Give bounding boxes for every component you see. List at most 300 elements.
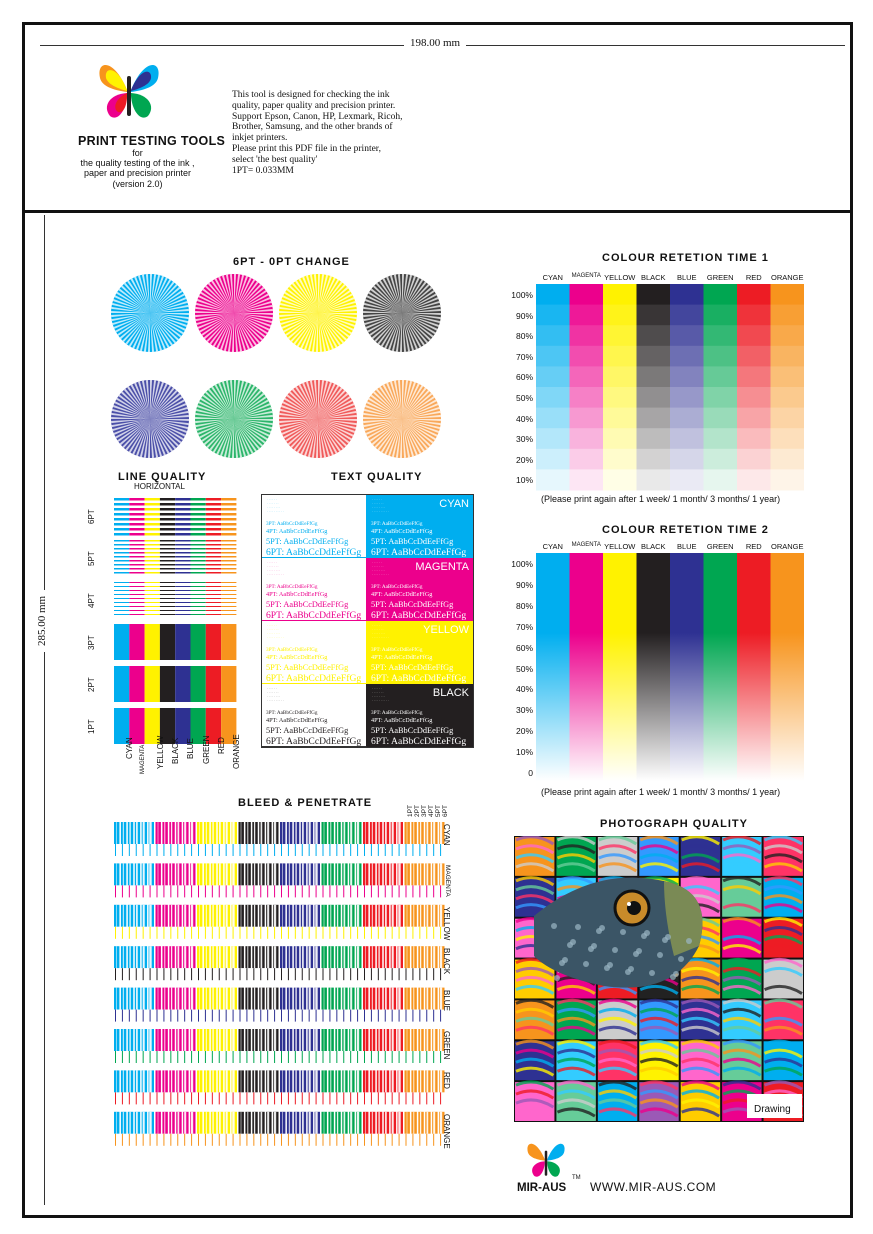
bleed-gap — [302, 1070, 304, 1092]
bleed-line — [426, 1134, 427, 1146]
line-stroke-red — [206, 598, 221, 599]
footer-website[interactable]: WWW.MIR-AUS.COM — [590, 1180, 717, 1194]
line-stroke-red — [206, 508, 221, 511]
bleed-gap — [398, 822, 400, 844]
line-stroke-blue — [175, 513, 190, 516]
retention-cell-orange — [771, 284, 805, 305]
line-stroke-yellow — [145, 552, 160, 554]
bleed-gap — [289, 1070, 290, 1092]
line-stroke-cyan — [114, 508, 129, 511]
lizard-scale — [620, 929, 626, 935]
bleed-ground — [196, 927, 238, 937]
retention-cell-yellow — [603, 346, 637, 367]
bleed-gap — [116, 1029, 117, 1051]
bleed-gap — [289, 988, 290, 1010]
bleed-gap — [184, 863, 186, 885]
retention-gradient-green — [704, 553, 738, 781]
bleed-gap — [184, 905, 186, 927]
bleed-gap — [309, 946, 311, 968]
bleed-ground — [321, 1010, 363, 1020]
bleed-line — [267, 1051, 268, 1063]
bleed-line — [198, 1092, 199, 1104]
bleed-line — [281, 968, 282, 980]
line-quality-chart — [85, 490, 245, 760]
bleed-line — [343, 1051, 344, 1063]
bleed-gap — [158, 1029, 159, 1051]
line-stroke-green — [191, 513, 206, 516]
line-stroke-black — [160, 606, 175, 607]
line-stroke-blue — [175, 614, 190, 615]
line-stroke-blue — [175, 556, 190, 558]
bleed-gap — [123, 822, 124, 844]
bleed-gap — [206, 1029, 207, 1051]
bleed-ground — [113, 844, 155, 854]
bleed-gap — [116, 988, 117, 1010]
bleed-gap — [372, 905, 373, 927]
bleed-line — [170, 1051, 171, 1063]
photo-title: PHOTOGRAPH QUALITY — [600, 818, 748, 830]
bleed-ground — [362, 1134, 404, 1144]
bleed-gap — [232, 1112, 234, 1134]
bleed-gap — [136, 905, 138, 927]
retention-cell-magenta — [570, 305, 604, 326]
bleed-line — [198, 1134, 199, 1146]
retention-row-label: 70% — [515, 351, 533, 362]
retention2-chart — [536, 553, 806, 783]
bleed-gap — [302, 863, 304, 885]
bleed-gap — [413, 822, 414, 844]
bleed-line — [406, 1134, 407, 1146]
bleed-line — [122, 968, 123, 980]
bleed-gap — [378, 905, 379, 927]
bleed-line — [364, 885, 365, 897]
bleed-line — [329, 1134, 330, 1146]
bleed-line — [143, 1010, 144, 1022]
height-dimension-line — [44, 215, 45, 1205]
bleed-gap — [295, 1070, 296, 1092]
bleed-line — [419, 968, 420, 980]
bleed-line — [136, 927, 137, 939]
bleed-line — [302, 1092, 303, 1104]
text-block-yellow-right — [367, 621, 473, 684]
bleed-gap — [420, 988, 421, 1010]
radial-circle-magenta — [195, 274, 273, 352]
bleed-line — [316, 885, 317, 897]
bleed-line — [364, 1134, 365, 1146]
lizard-scale — [657, 952, 663, 958]
line-stroke-red — [206, 610, 221, 611]
line-stroke-orange — [221, 564, 236, 566]
bleed-gap — [274, 988, 276, 1010]
bleed-gap — [206, 946, 207, 968]
retention-row-label: 80% — [515, 331, 533, 342]
bleed-gap — [385, 1112, 387, 1134]
bleed-line — [212, 885, 213, 897]
retention-cell-orange — [771, 325, 805, 346]
line-stroke-black — [160, 568, 175, 570]
lizard-scale — [612, 947, 618, 953]
bleed-gap — [136, 822, 138, 844]
retention-row-label: 50% — [515, 663, 533, 674]
retention-cell-cyan — [536, 284, 570, 305]
bleed-gap — [206, 1070, 207, 1092]
bleed-line — [364, 927, 365, 939]
bleed-gap — [171, 822, 172, 844]
line-stroke-magenta — [129, 568, 144, 570]
bleed-line — [157, 1134, 158, 1146]
bleed-gap — [226, 1112, 228, 1134]
line-col-label: BLUE — [186, 737, 196, 759]
line-stroke-yellow — [145, 590, 160, 591]
bleed-gap — [282, 905, 283, 927]
retention-cell-blue — [670, 428, 704, 449]
bleed-line — [163, 844, 164, 856]
bleed-gap — [330, 1112, 331, 1134]
bleed-gap — [136, 988, 138, 1010]
line-stroke-magenta — [129, 590, 144, 591]
retention2-title: COLOUR RETETION TIME 2 — [602, 524, 769, 536]
text-sample-line: 6PT: AaBbCcDdEeFfGg — [371, 736, 467, 747]
line-stroke-orange — [221, 503, 236, 506]
line-stroke-black — [160, 528, 175, 531]
bleed-gap — [407, 946, 408, 968]
bleed-gap — [357, 946, 359, 968]
bleed-gap — [171, 863, 172, 885]
retention-col-label: YELLOW — [604, 542, 636, 551]
bleed-ground — [321, 968, 363, 978]
line-block-blue — [175, 624, 190, 660]
line-block-red — [206, 624, 221, 660]
line-stroke-yellow — [145, 610, 160, 611]
bleed-line — [253, 1092, 254, 1104]
bleed-line — [350, 844, 351, 856]
bleed-line — [440, 1092, 441, 1104]
bleed-line — [295, 1010, 296, 1022]
bleed-line — [219, 1051, 220, 1063]
bleed-gap — [241, 905, 242, 927]
bleed-gap — [212, 946, 213, 968]
bleed-gap — [158, 905, 159, 927]
text-sample-line: 6PT: AaBbCcDdEeFfGg — [371, 610, 467, 621]
bleed-line — [343, 968, 344, 980]
bleed-gap — [247, 1112, 248, 1134]
bleed-gap — [337, 988, 338, 1010]
bleed-line — [184, 1010, 185, 1022]
lizard-scale — [686, 938, 692, 944]
photo-tile — [722, 837, 761, 876]
line-stroke-cyan — [114, 614, 129, 615]
bleed-gap — [116, 1070, 117, 1092]
bleed-pt-label: 1PT — [407, 805, 414, 817]
bleed-gap — [184, 1112, 186, 1134]
bleed-line — [309, 844, 310, 856]
retention-gradient-blue — [670, 553, 704, 781]
bleed-gap — [372, 1070, 373, 1092]
bleed-gap — [315, 905, 317, 927]
bleed-gap — [136, 1029, 138, 1051]
retention-cell-green — [704, 428, 738, 449]
line-stroke-green — [191, 564, 206, 566]
retention-cell-blue — [670, 366, 704, 387]
line-stroke-orange — [221, 523, 236, 526]
bleed-gap — [330, 822, 331, 844]
bleed-gap — [315, 946, 317, 968]
line-stroke-green — [191, 552, 206, 554]
bleed-line — [412, 927, 413, 939]
photo-tile — [639, 1041, 678, 1080]
retention-cell-cyan — [536, 428, 570, 449]
retention-row-label: 70% — [515, 621, 533, 632]
bleed-line — [392, 927, 393, 939]
footer-tm: TM — [572, 1175, 581, 1181]
bleed-gap — [247, 1070, 248, 1092]
bleed-line — [267, 1134, 268, 1146]
bleed-gap — [267, 988, 269, 1010]
bleed-line — [253, 1134, 254, 1146]
bleed-ground — [321, 885, 363, 895]
retention-col-label: BLACK — [640, 273, 666, 282]
bleed-line — [226, 1051, 227, 1063]
retention-cell-orange — [771, 469, 805, 490]
retention-row-label: 20% — [515, 726, 533, 737]
bleed-gap — [372, 863, 373, 885]
photo-tile — [639, 1000, 678, 1039]
retention-cell-red — [737, 408, 771, 429]
bleed-gap — [392, 1029, 394, 1051]
line-stroke-cyan — [114, 540, 129, 542]
bleed-gap — [158, 822, 159, 844]
bleed-line — [295, 968, 296, 980]
bleed-line — [157, 1092, 158, 1104]
bleed-line — [426, 1051, 427, 1063]
bleed-line — [253, 1010, 254, 1022]
bleed-line — [198, 968, 199, 980]
bleed-gap — [129, 1112, 130, 1134]
retention-row-label: 40% — [515, 413, 533, 424]
bleed-gap — [226, 1070, 228, 1092]
bleed-gap — [247, 905, 248, 927]
bleed-gap — [433, 1070, 435, 1092]
bleed-gap — [324, 1029, 325, 1051]
bleed-ground — [279, 1010, 321, 1020]
line-stroke-green — [191, 498, 206, 501]
bleed-gap — [212, 988, 213, 1010]
bleed-gap — [219, 822, 221, 844]
radial-circle-blue — [111, 380, 189, 458]
bleed-gap — [267, 1112, 269, 1134]
bleed-line — [426, 885, 427, 897]
bleed-line — [440, 1010, 441, 1022]
line-stroke-cyan — [114, 568, 129, 570]
photo-tile — [681, 837, 720, 876]
bleed-line — [274, 1051, 275, 1063]
line-col-label: BLACK — [170, 737, 180, 764]
text-sample-line: 3PT: AaBbCcDdEeFfGg — [266, 584, 318, 590]
bleed-line — [433, 1092, 434, 1104]
bleed-line — [191, 1092, 192, 1104]
bleed-gap — [315, 1070, 317, 1092]
bleed-gap — [261, 1029, 263, 1051]
line-stroke-yellow — [145, 498, 160, 501]
bleed-line — [233, 968, 234, 980]
bleed-line — [150, 885, 151, 897]
bleed-gap — [295, 946, 296, 968]
bleed-line — [274, 885, 275, 897]
bleed-gap — [206, 988, 207, 1010]
bleed-gap — [274, 1070, 276, 1092]
bleed-ground — [404, 1051, 446, 1061]
bleed-line — [419, 1051, 420, 1063]
photo-tile — [681, 959, 720, 998]
retention-cell-yellow — [603, 408, 637, 429]
line-block-cyan — [114, 666, 129, 702]
bleed-line — [323, 1051, 324, 1063]
bleed-gap — [149, 946, 151, 968]
bleed-gap — [309, 905, 311, 927]
bleed-line — [309, 1051, 310, 1063]
bleed-gap — [149, 822, 151, 844]
bleed-row-label: ORANGE — [442, 1113, 451, 1149]
retention-cell-cyan — [536, 366, 570, 387]
line-stroke-yellow — [145, 606, 160, 607]
bleed-gap — [427, 1029, 429, 1051]
retention-cell-yellow — [603, 284, 637, 305]
bleed-ground — [196, 1092, 238, 1102]
line-stroke-cyan — [114, 598, 129, 599]
line-stroke-cyan — [114, 564, 129, 566]
photo-tile — [764, 959, 803, 998]
bleed-line — [115, 844, 116, 856]
lizard-scale — [570, 939, 576, 945]
bleed-line — [378, 1051, 379, 1063]
photo-tile — [598, 837, 637, 876]
bleed-line — [392, 1010, 393, 1022]
retention-cell-magenta — [570, 325, 604, 346]
bleed-ground — [279, 968, 321, 978]
bleed-gap — [398, 946, 400, 968]
bleed-line — [274, 1010, 275, 1022]
bleed-gap — [365, 946, 366, 968]
bleed-line — [316, 844, 317, 856]
bleed-gap — [241, 1070, 242, 1092]
bleed-line — [246, 885, 247, 897]
line-stroke-magenta — [129, 572, 144, 574]
bleed-gap — [344, 863, 346, 885]
bleed-gap — [344, 1070, 346, 1092]
lizard-scale — [583, 961, 589, 967]
line-stroke-blue — [175, 528, 190, 531]
bleed-gap — [365, 822, 366, 844]
line-stroke-orange — [221, 544, 236, 546]
lizard-scale — [554, 975, 560, 981]
bleed-line — [392, 1092, 393, 1104]
bleed-gap — [123, 1029, 124, 1051]
bleed-line — [329, 1010, 330, 1022]
bleed-ground — [321, 1134, 363, 1144]
line-stroke-magenta — [129, 528, 144, 531]
retention-cell-black — [637, 325, 671, 346]
photo-tile — [515, 1041, 554, 1080]
bleed-ground — [113, 1092, 155, 1102]
bleed-gap — [392, 946, 394, 968]
line-block-magenta — [129, 666, 144, 702]
bleed-gap — [302, 988, 304, 1010]
bleed-ground — [238, 885, 280, 895]
bleed-line — [295, 1134, 296, 1146]
bleed-line — [336, 844, 337, 856]
bleed-line — [288, 1134, 289, 1146]
line-stroke-orange — [221, 548, 236, 550]
bleed-gap — [247, 988, 248, 1010]
line-stroke-black — [160, 533, 175, 536]
line-stroke-blue — [175, 590, 190, 591]
line-stroke-orange — [221, 556, 236, 558]
line-stroke-magenta — [129, 548, 144, 550]
line-row-label: 1PT — [87, 719, 96, 734]
text-sample-line: 4PT: AaBbCcDdEeFfGg — [266, 654, 328, 661]
bleed-row-label: CYAN — [442, 824, 451, 846]
bleed-gap — [315, 1029, 317, 1051]
bleed-line — [205, 1051, 206, 1063]
bleed-ground — [279, 885, 321, 895]
retention-cell-blue — [670, 346, 704, 367]
bleed-line — [253, 927, 254, 939]
bleed-gap — [143, 1112, 145, 1134]
line-stroke-blue — [175, 498, 190, 501]
line-stroke-red — [206, 552, 221, 554]
bleed-gap — [226, 946, 228, 968]
bleed-line — [385, 968, 386, 980]
line-stroke-red — [206, 590, 221, 591]
bleed-gap — [212, 863, 213, 885]
bleed-gap — [365, 1070, 366, 1092]
bleed-gap — [143, 863, 145, 885]
lizard-scale — [562, 957, 568, 963]
bleed-gap — [295, 1112, 296, 1134]
bleed-line — [226, 968, 227, 980]
retention-row-label: 10% — [515, 747, 533, 758]
bleed-ground — [238, 1051, 280, 1061]
line-stroke-black — [160, 498, 175, 501]
line-stroke-red — [206, 564, 221, 566]
tiny-lines: · · · · · · · · · · · · · · · · · · · · · · · · · · · · · · · — [267, 687, 284, 703]
bleed-ground — [155, 1092, 197, 1102]
bleed-gap — [199, 822, 200, 844]
line-col-label: MAGENTA — [140, 745, 147, 775]
line-stroke-black — [160, 560, 175, 562]
line-stroke-black — [160, 548, 175, 550]
bleed-line — [350, 1134, 351, 1146]
bleed-gap — [357, 905, 359, 927]
bleed-gap — [433, 988, 435, 1010]
bleed-gap — [136, 1112, 138, 1134]
bleed-gap — [123, 988, 124, 1010]
bleed-gap — [330, 988, 331, 1010]
bleed-line — [371, 1051, 372, 1063]
retention-cell-blue — [670, 449, 704, 470]
bleed-line — [170, 1134, 171, 1146]
bleed-gap — [344, 988, 346, 1010]
bleed-line — [343, 1010, 344, 1022]
text-sample-line: 4PT: AaBbCcDdEeFfGg — [371, 591, 433, 598]
bleed-line — [267, 885, 268, 897]
bleed-ground — [404, 968, 446, 978]
text-block-yellow-left — [262, 621, 367, 684]
bleed-gap — [136, 946, 138, 968]
header-separator — [22, 210, 850, 213]
bleed-gap — [324, 863, 325, 885]
bleed-gap — [295, 905, 296, 927]
